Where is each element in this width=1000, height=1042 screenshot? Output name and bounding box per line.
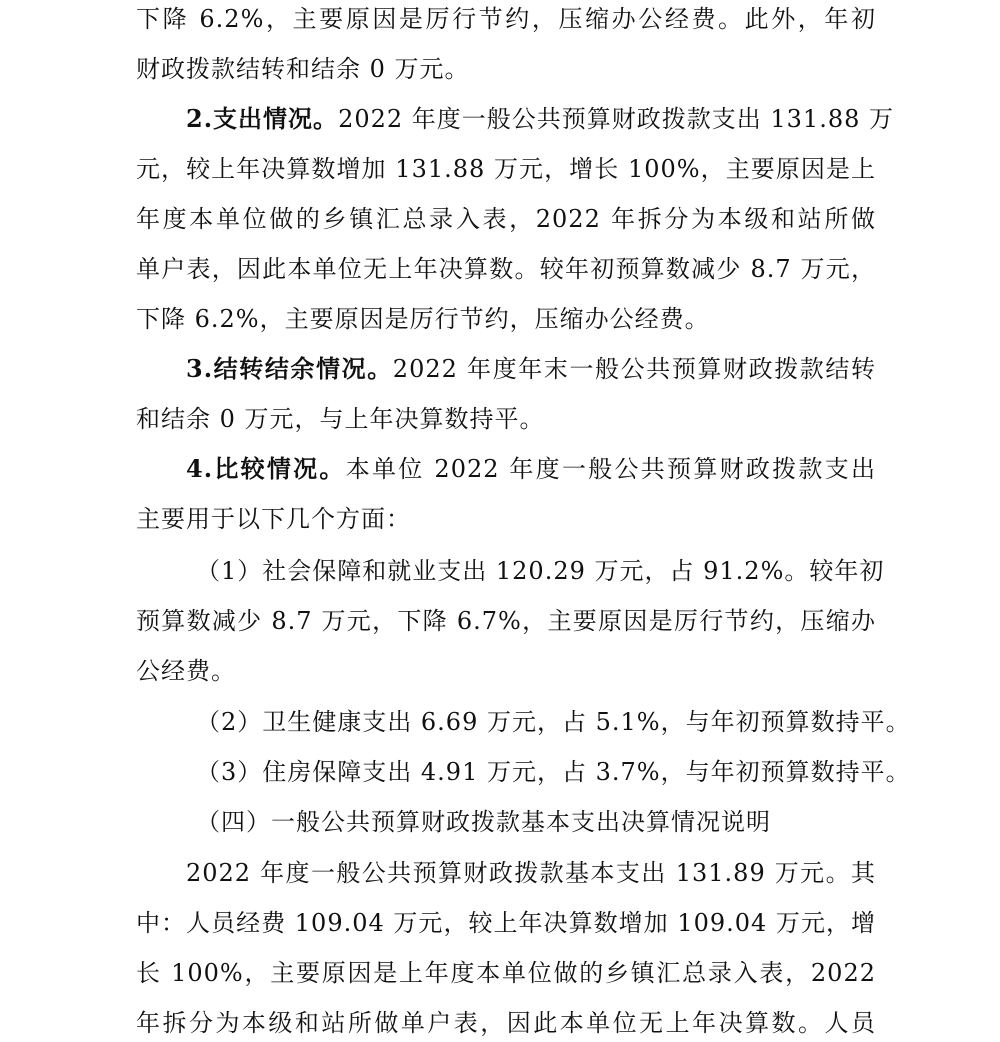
text-line: 主要用于以下几个方面： [136, 505, 411, 533]
list-item-3: （3）住房保障支出 4.91 万元，占 3.7%，与年初预算数持平。 [196, 758, 911, 786]
text-line: 年拆分为本级和站所做单户表，因此本单位无上年决算数。人员 [136, 1009, 876, 1037]
text-line: 单户表，因此本单位无上年决算数。较年初预算数减少 8.7 万元， [136, 255, 876, 283]
section-label: 4.比较情况。 [186, 454, 346, 483]
text-line: 和结余 0 万元，与上年决算数持平。 [136, 405, 545, 433]
section-heading: （四）一般公共预算财政拨款基本支出决算情况说明 [196, 808, 771, 836]
list-item-2: （2）卫生健康支出 6.69 万元，占 5.1%，与年初预算数持平。 [196, 708, 911, 736]
text-line: 财政拨款结转和结余 0 万元。 [136, 55, 470, 83]
paragraph-carryover [186, 352, 876, 386]
text-line: 元，较上年决算数增加 131.88 万元，增长 100%，主要原因是上 [136, 155, 876, 183]
list-item-1: （1）社会保障和就业支出 120.29 万元，占 91.2%。较年初 [196, 557, 885, 585]
text-line: 下降 6.2%，主要原因是厉行节约，压缩办公经费。此外，年初 [136, 5, 876, 33]
section-label: 2.支出情况。 [186, 104, 339, 133]
text-span: 2022 年度一般公共预算财政拨款支出 131.88 万 [338, 105, 895, 133]
paragraph-expenditure [186, 102, 895, 136]
text-line: 长 100%，主要原因是上年度本单位做的乡镇汇总录入表，2022 [136, 959, 876, 987]
text-line: 2022 年度一般公共预算财政拨款基本支出 131.89 万元。其 [186, 859, 876, 887]
paragraph-comparison [186, 452, 876, 486]
text-span: 2022 年度年末一般公共预算财政拨款结转 [392, 355, 876, 383]
text-line: 下降 6.2%，主要原因是厉行节约，压缩办公经费。 [136, 305, 710, 333]
text-span: 本单位 2022 年度一般公共预算财政拨款支出 [345, 455, 876, 483]
section-label: 3.结转结余情况。 [186, 354, 393, 383]
text-line: 公经费。 [136, 657, 236, 685]
text-line: 预算数减少 8.7 万元，下降 6.7%，主要原因是厉行节约，压缩办 [136, 607, 876, 635]
text-line: 中：人员经费 109.04 万元，较上年决算数增加 109.04 万元，增 [136, 909, 876, 937]
text-line: 年度本单位做的乡镇汇总录入表，2022 年拆分为本级和站所做 [136, 205, 876, 233]
